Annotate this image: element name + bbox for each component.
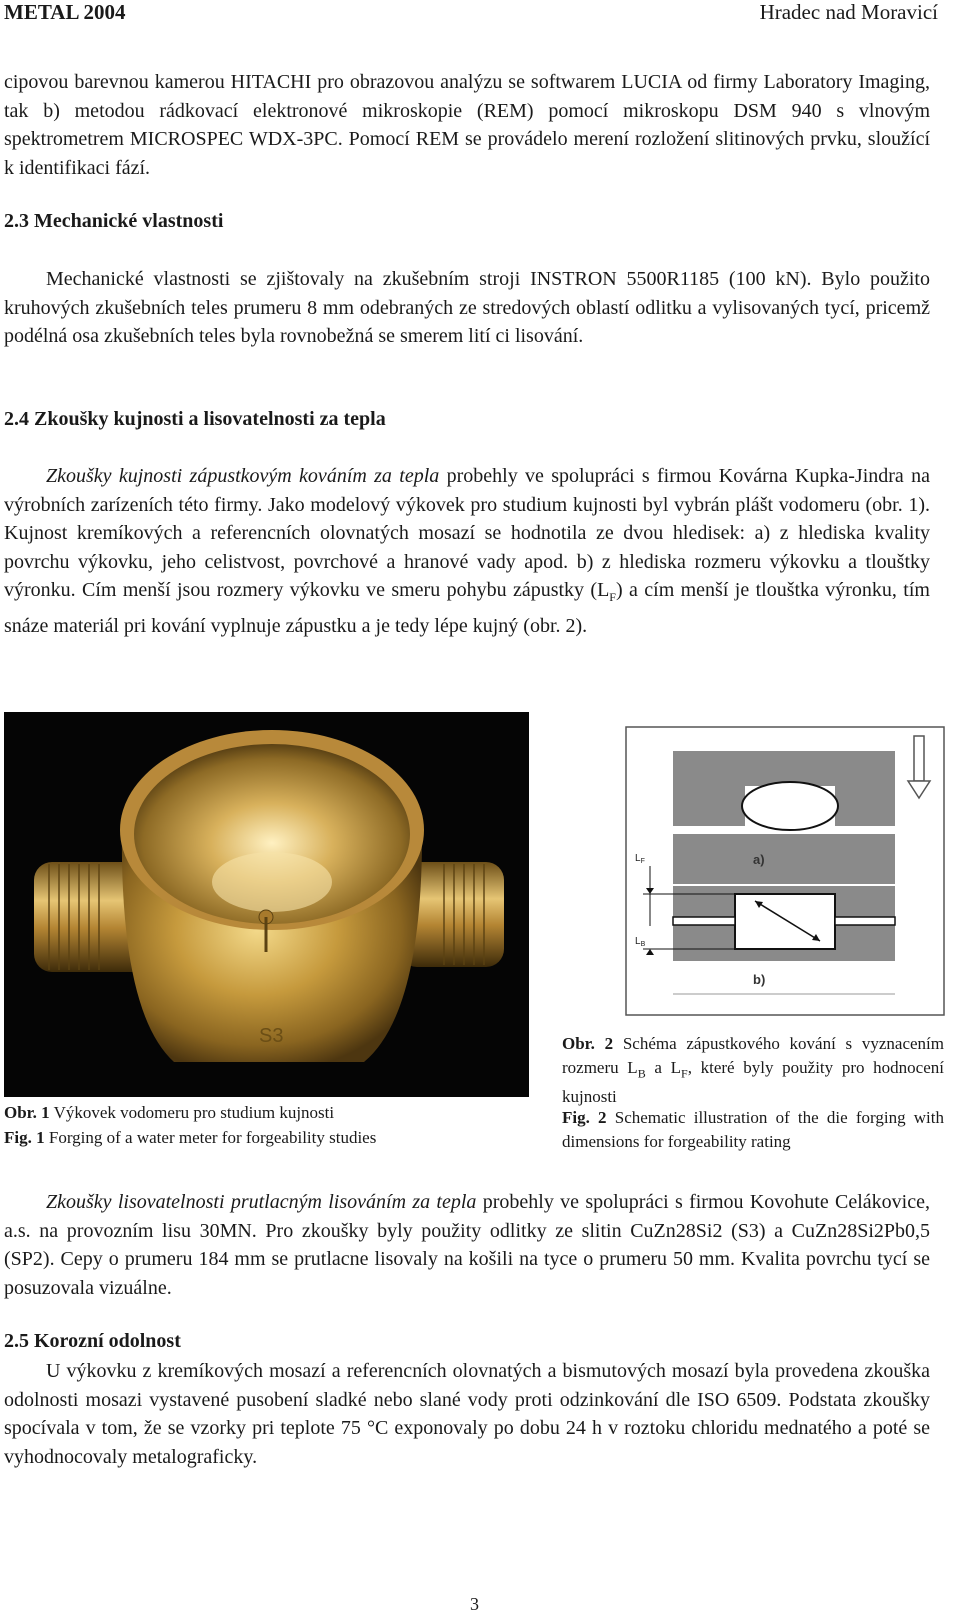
fig2-sub-b: B [637,1066,646,1081]
fig2-obr-label: Obr. 2 [562,1034,614,1053]
upper-forging-die [673,834,895,884]
label-a: a) [753,852,765,867]
paragraph-microscopy: cipovou barevnou kamerou HITACHI pro obrazovou analýzu se softwarem LUCIA od firmy Laboratory Imaging, tak b) metodou rádkovací elektronové mikroskopie (REM) pomocí mikroskopu DSM 940 s vlnovým spektrometrem MICROSPEC WDX-3PC. Pomocí REM se provádelo merení rozložení slitinových prvku, sloužící k identifikaci fází. [4,71,930,179]
extrusion-italic: Zkoušky lisovatelnosti prutlacným lisováním za tepla [46,1191,477,1213]
figure-2-diagram [625,726,945,1016]
figure-2-caption-cz [562,1032,944,1109]
flash-right [835,917,895,925]
heading-2-3: 2.3 Mechanické vlastnosti [4,210,224,232]
fig2-sub-f: F [681,1066,688,1081]
fig1-fig-label: Fig. 1 [4,1128,45,1147]
figure-1-caption-en [4,1126,376,1150]
paragraph-corrosion [4,1357,930,1471]
fig1-obr-text: Výkovek vodomeru pro studium kujnosti [49,1103,335,1122]
figure-1-caption-cz [4,1101,334,1125]
water-meter-forging-image [4,712,529,1097]
die-forging-schematic [625,726,945,1016]
page-number: 3 [470,1594,479,1614]
flash-left [673,917,735,925]
forgeability-text-a: probehly ve spolupráci s firmou Kovárna Kupka-Jindra na výrobních zarízeních této firmy. Jako modelový výkovek pro studium kujnosti byl vybrán plášt vodomeru (obr. 1). Kujnost kremíkových a referencních olovnatých mosazí se hodnotila ze dvou hledisek: a) z hlediska kvality povrchu výkovku, jeho celistvost, povrchové a hranové vady apod. b) z hlediska rozmeru výkovku a tlouštky výronku. Cím menší jsou rozmery výkovku ve smeru pohybu zápustky (L [4,465,931,601]
forgeability-italic: Zkoušky kujnosti zápustkovým kováním za tepla [46,465,440,487]
figure-2-caption-en [562,1106,944,1154]
extrusion-text: probehly ve spolupráci s firmou Kovohute Celákovice, a.s. na provozním lisu 30MN. Pro zkoušky byly použity odlitky ze slitin CuZn28Si2 (S3) a CuZn28Si2Pb0,5 (SP2). Cepy o prumeru 184 mm se prutlacne lisovaly na košili na tyce o prumeru 50 mm. Kvalita povrchu tycí se posuzovala vizuálne. [4,1191,930,1299]
label-lb: $L_B$ [635,936,646,948]
figure-1-photo [4,712,529,1097]
label-b: b) [753,972,766,987]
corrosion-text: U výkovku z kremíkových mosazí a referencních olovnatých a bismutových mosazí byla provedena zkouška odolnosti mosazi vystavené pusobení sladké nebo slané vody proti odzinkování dle ISO 6509. Podstata zkoušky spocívala v tom, že se vzorky pri teplote 75 °C exponovaly po dobu 24 h v roztoku chloridu mednatého a poté se vyhodnocovaly metalograficky. [4,1360,930,1468]
paragraph-mechanical [4,265,930,351]
paragraph-extrusion [4,1188,930,1302]
forging-stamp: S3 [259,1025,284,1047]
fig1-fig-text: Forging of a water meter for forgeability studies [44,1128,377,1147]
label-lf: $L_F$ [635,853,645,865]
forgeability-text-b: ) a cím menší je tlouštka výronku, tím snáze materiál pri kování vyplnuje zápustku a je tedy lépe kujný (obr. 2). [4,579,930,637]
forgeability-sub: F [609,590,616,604]
paragraph-mechanical-text: Mechanické vlastnosti se zjištovaly na zkušebním stroji INSTRON 5500R1185 (100 kN). Bylo použito kruhových zkušebních teles prumeru 8 mm odebraných ze stredových oblastí odlitku a vylisovaných tycí, pricemž podélná osa zkušebních teles byla rovnobežná se smerem lití ci lisování. [4,268,930,347]
fig2-obr-text-b: a L [645,1058,681,1077]
fig2-obr-text-a: Schéma zápustkového kování s vyznacením rozmeru L [562,1034,944,1077]
heading-2-5: 2.5 Korozní odolnost [4,1330,181,1352]
paragraph-forgeability [4,462,930,640]
header-conference: METAL 2004 [4,0,126,24]
fig1-obr-label: Obr. 1 [4,1103,50,1122]
fig2-fig-label: Fig. 2 [562,1108,607,1127]
header-location: Hradec nad Moravicí [759,0,938,24]
fig2-obr-text-c: , které byly použity pro hodnocení kujnosti [562,1058,944,1107]
fig2-fig-text: Schematic illustration of the die forging with dimensions for forgeability rating [562,1108,944,1151]
heading-2-4: 2.4 Zkoušky kujnosti a lisovatelnosti za tepla [4,408,386,430]
billet-circle [742,782,838,830]
